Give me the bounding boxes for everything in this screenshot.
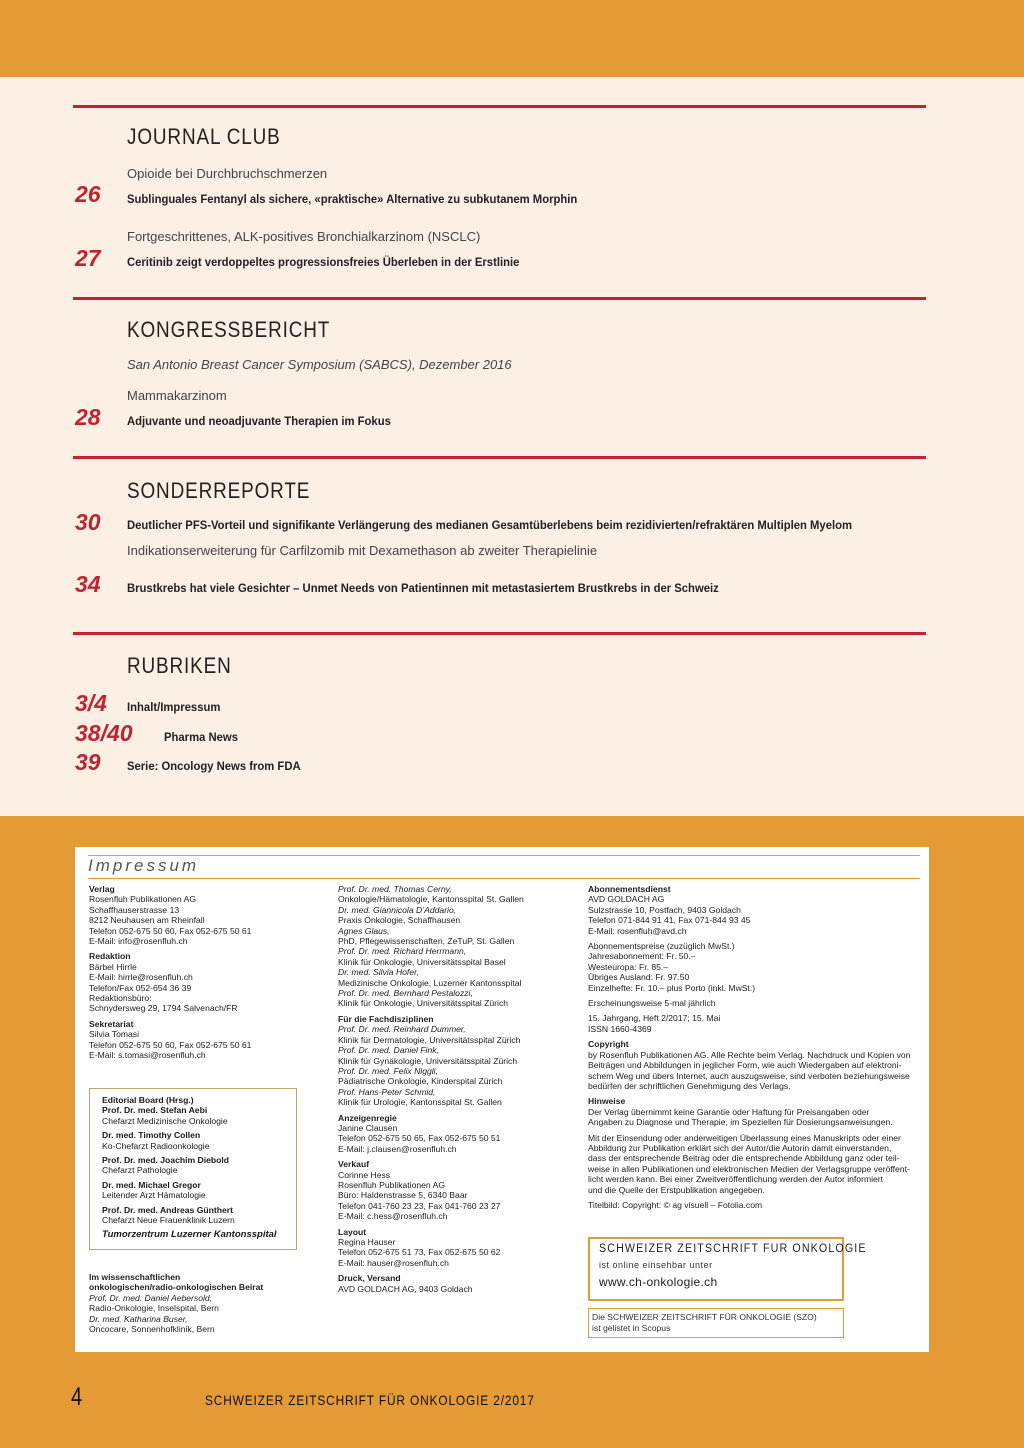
impressum-line: Chefarzt Neue Frauenklinik Luzern [102, 1215, 235, 1226]
section-heading-kongressbericht: KONGRESSBERICHT [127, 317, 331, 342]
impressum-line: Prof. Dr. med. Andreas Günthert [102, 1204, 233, 1215]
impressum-line: Ko-Chefarzt Radioonkologie [102, 1140, 210, 1151]
impressum-line: PhD, Pflegewissenschaften, ZeTuP, St. Gallen [338, 936, 515, 947]
impressum-line: E-Mail: hauser@rosenfluh.ch [338, 1257, 449, 1268]
impressum-line: Schaffhauserstrasse 13 [89, 904, 180, 915]
impressum-line: Prof. Hans-Peter Schmid, [338, 1086, 436, 1097]
impressum-line: Telefon 052-675 50 60, Fax 052-675 50 61 [89, 925, 252, 936]
toc-article-link[interactable]: Sublinguales Fentanyl als sichere, «praktische» Alternative zu subkutanem Morphin [127, 192, 578, 206]
impressum-line: E-Mail: c.hess@rosenfluh.ch [338, 1211, 448, 1222]
scopus-info-box [588, 1308, 844, 1338]
impressum-line: Abonnementsdienst [588, 884, 671, 894]
impressum-line: Verlag [89, 884, 115, 894]
impressum-line: Telefon/Fax 052-654 36 39 [89, 982, 192, 993]
impressum-line: E-Mail: info@rosenfluh.ch [89, 936, 188, 947]
impressum-line: licht werden kann. Bei einer Zweitveröffentlichung werden der Autor informiert [588, 1174, 884, 1185]
impressum-line: Prof. Dr. med. Felix Niggli, [338, 1065, 438, 1076]
impressum-line: Der Verlag übernimmt keine Garantie oder Haftung für Preisangaben oder [588, 1106, 870, 1117]
impressum-line: Prof. Dr. med. Reinhard Dummer, [338, 1024, 466, 1035]
impressum-rule-top [88, 855, 920, 856]
impressum-line: Hinweise [588, 1096, 626, 1107]
impressum-line: und die Quelle der Erstpublikation angegeben. [588, 1184, 765, 1195]
impressum-line: Telefon 052-675 50 65, Fax 052-675 50 51 [338, 1133, 501, 1144]
impressum-line: Klinik für Onkologie, Universitätsspital Basel [338, 956, 506, 967]
editorial-board-box [89, 1088, 297, 1250]
impressum-line: Prof. Dr. med. Joachim Diebold [102, 1155, 230, 1166]
impressum-line: Druck, Versand [338, 1273, 401, 1284]
page-number: 4 [71, 1383, 83, 1411]
impressum-line: Rosenfluh Publikationen AG [89, 894, 197, 905]
impressum-line: Für die Fachdisziplinen [338, 1013, 434, 1024]
impressum-line: Prof. Dr. med. Daniel Aebersold, [89, 1292, 213, 1303]
impressum-line: Im wissenschaftlichen [89, 1272, 181, 1282]
impressum-line: Dr. med. Giannicola D’Addario, [338, 904, 457, 915]
impressum-line: Oncocare, Sonnenhofklinik, Bern [89, 1324, 215, 1335]
impressum-line: Sekretariat [89, 1018, 134, 1029]
impressum-line: Klinik für Dermatologie, Universitätsspital Zürich [338, 1034, 521, 1045]
impressum-line: Prof. Dr. med. Stefan Aebi [102, 1105, 208, 1116]
impressum-line: schem Weg und übers Internet, auch auszugsweise, sind verboten beziehungsweise [588, 1070, 910, 1081]
impressum-line: Leitender Arzt Hämatologie [102, 1190, 206, 1201]
impressum-line: by Rosenfluh Publikationen AG. Alle Rechte beim Verlag. Nachdruck und Kopien von [588, 1049, 911, 1060]
impressum-column-advisors [338, 884, 524, 1294]
section-rule [73, 105, 926, 108]
section-heading-journal-club: JOURNAL CLUB [127, 124, 281, 149]
toc-page-number: 26 [75, 181, 101, 207]
impressum-line: 8212 Neuhausen am Rheinfall [89, 915, 205, 926]
toc-article-link[interactable]: Ceritinib zeigt verdoppeltes progressionsfreies Überleben in der Erstlinie [127, 255, 520, 269]
impressum-line: Rosenfluh Publikationen AG [338, 1179, 446, 1190]
section-rule [73, 297, 926, 300]
impressum-line: Prof. Dr. med. Daniel Fink, [338, 1045, 439, 1056]
section-rule [73, 456, 926, 459]
impressum-line: weise in allen Publikationen und elektronischen Medien der Verlagsgruppe veröffent- [588, 1163, 910, 1174]
impressum-line: Klinik für Onkologie, Universitätsspital Zürich [338, 998, 509, 1009]
impressum-line: Sulzstrasse 10, Postfach, 9403 Goldach [588, 904, 741, 915]
impressum-line: Anzeigenregie [338, 1112, 397, 1123]
impressum-line: Angaben zu Diagnose und Therapie, im Speziellen für Dosierungsanweisungen. [588, 1117, 893, 1128]
impressum-line: E-Mail: rosenfluh@avd.ch [588, 925, 687, 936]
toc-article-link[interactable]: Inhalt/Impressum [127, 700, 221, 714]
impressum-column-subscription [588, 884, 910, 1210]
impressum-line: Telefon 041-760 23 23, Fax 041-760 23 27 [338, 1200, 501, 1211]
toc-article-link[interactable]: Pharma News [164, 730, 238, 744]
impressum-line: AVD GOLDACH AG, 9403 Goldach [338, 1283, 473, 1294]
impressum-line: Beiträgen und Abbildungen in jeglicher Form, wie auch Wiedergaben auf elektroni- [588, 1060, 902, 1071]
scopus-line-1: Die SCHWEIZER ZEITSCHRIFT FÜR ONKOLOGIE (SZO) [592, 1312, 817, 1322]
impressum-line: Verkauf [338, 1159, 370, 1170]
impressum-line: E-Mail: hirrle@rosenfluh.ch [89, 972, 193, 983]
impressum-column-advisory [89, 1272, 263, 1334]
impressum-line: Pädiatrische Onkologie, Kinderspital Zürich [338, 1076, 503, 1087]
impressum-line: Prof. Dr. med. Thomas Cerny, [338, 884, 452, 894]
impressum-line: Onkologie/Hämatologie, Kantonsspital St. Gallen [338, 894, 524, 905]
toc-subtitle: Indikationserweiterung für Carfilzomib mit Dexamethason ab zweiter Therapielinie [127, 543, 598, 558]
impressum-line: Telefon 071-844 91 41, Fax 071-844 93 45 [588, 915, 751, 926]
toc-article-link[interactable]: Brustkrebs hat viele Gesichter – Unmet Needs von Patientinnen mit metastasiertem Brustkrebs in der Schweiz [127, 581, 719, 595]
impressum-line: dass der entsprechende Beitrag oder die entsprechende Abbildung ganz oder teil- [588, 1153, 900, 1164]
scopus-line-2: ist gelistet in Scopus [592, 1323, 671, 1333]
impressum-line: Schnydersweg 29, 1794 Salvenach/FR [89, 1003, 238, 1014]
journal-footer-title: SCHWEIZER ZEITSCHRIFT FÜR ONKOLOGIE 2/2017 [205, 1392, 535, 1408]
online-info-box [588, 1237, 867, 1301]
toc-event-line: San Antonio Breast Cancer Symposium (SABCS), Dezember 2016 [127, 357, 512, 372]
toc-article-link[interactable]: Adjuvante und neoadjuvante Therapien im Fokus [127, 414, 391, 428]
online-box-title: SCHWEIZER ZEITSCHRIFT FÜR ONKOLOGIE [599, 1243, 867, 1255]
impressum-line: Mit der Einsendung oder anderweitigen Überlassung eines Manuskripts oder einer [588, 1132, 901, 1143]
toc-page-number: 27 [75, 245, 101, 271]
section-heading-rubriken: RUBRIKEN [127, 653, 232, 678]
impressum-line: Regina Hauser [338, 1237, 396, 1247]
impressum-line: Bärbel Hirrle [89, 961, 137, 972]
impressum-line: Klinik für Urologie, Kantonsspital St. Gallen [338, 1097, 502, 1108]
toc-subtitle: Mammakarzinom [127, 388, 227, 403]
impressum-line: Dr. med. Michael Gregor [102, 1179, 201, 1190]
impressum-line: Chefarzt Pathologie [102, 1165, 178, 1176]
impressum-line: Medizinische Onkologie, Luzerner Kantonsspital [338, 977, 522, 988]
impressum-line: Praxis Onkologie, Schaffhausen [338, 915, 461, 926]
section-rule [73, 632, 926, 635]
toc-subtitle: Opioide bei Durchbruchschmerzen [127, 166, 328, 181]
impressum-line: Tumorzentrum Luzerner Kantonsspital [102, 1229, 277, 1241]
impressum-line: Silvia Tomasi [89, 1029, 139, 1040]
impressum-line: Telefon 052-675 51 73, Fax 052-675 50 62 [338, 1247, 501, 1258]
impressum-line: Dr. med. Katharina Buser, [89, 1313, 188, 1324]
impressum-line: E-Mail: j.clausen@rosenfluh.ch [338, 1143, 457, 1154]
impressum-line: Dr. med. Timothy Collen [102, 1130, 201, 1141]
toc-page-number: 30 [75, 509, 101, 535]
impressum-line: Erscheinungsweise 5-mal jährlich [588, 998, 716, 1009]
impressum-line: Chefarzt Medizinische Onkologie [102, 1115, 228, 1126]
toc-page-number: 39 [75, 749, 101, 775]
impressum-line: Übriges Ausland: Fr. 97.50 [588, 972, 690, 983]
impressum-line: Titelbild: Copyright: © ag visuell – Fotolia.com [588, 1199, 763, 1210]
impressum-line: ISSN 1660-4369 [588, 1023, 652, 1034]
impressum-line: Janine Clausen [338, 1122, 398, 1133]
toc-page-number: 34 [75, 571, 101, 597]
toc-page-number: 38/40 [75, 720, 133, 746]
toc-subtitle: Fortgeschrittenes, ALK-positives Bronchialkarzinom (NSCLC) [127, 229, 481, 244]
impressum-line: AVD GOLDACH AG [588, 894, 665, 905]
online-box-line: ist online einsehbar unter [599, 1260, 713, 1270]
impressum-line: Agnes Glaus, [338, 925, 390, 936]
impressum-line: Redaktionsbüro: [89, 993, 152, 1004]
impressum-line: onkologischen/radio-onkologischen Beirat [89, 1282, 264, 1293]
impressum-column-publisher [89, 884, 251, 1061]
impressum-line: Abbildung zur Publikation erklärt sich der Autor/die Autorin damit einverstanden, [588, 1142, 892, 1153]
toc-page-number: 3/4 [75, 690, 107, 716]
impressum-line: Klinik für Gynäkologie, Universitätsspital Zürich [338, 1055, 518, 1066]
impressum-line: Einzelhefte: Fr. 10.– plus Porto (inkl. MwSt.) [588, 982, 756, 993]
impressum-heading: Impressum [88, 856, 200, 875]
impressum-line: Dr. med. Silvia Hofer, [338, 967, 419, 978]
impressum-line: Editorial Board (Hrsg.) [102, 1095, 194, 1105]
impressum-line: bedürfen der schriftlichen Genehmigung des Verlags. [588, 1080, 791, 1091]
impressum-line: Prof. Dr. med. Bernhard Pestalozzi, [338, 988, 473, 999]
toc-page-number: 28 [75, 404, 101, 430]
impressum-line: Redaktion [89, 951, 131, 962]
website-link[interactable]: www.ch-onkologie.ch [599, 1275, 718, 1289]
impressum-line: Corinne Hess [338, 1169, 391, 1180]
impressum-line: Layout [338, 1226, 367, 1237]
impressum-line: Abonnementspreise (zuzüglich MwSt.) [588, 941, 735, 952]
impressum-line: Radio-Onkologie, Inselspital, Bern [89, 1303, 219, 1314]
impressum-line: Prof. Dr. med. Richard Herrmann, [338, 946, 467, 957]
impressum-rule-bottom [88, 878, 920, 879]
impressum-line: Westeuropa: Fr. 85.– [588, 961, 669, 972]
impressum-line: 15. Jahrgang, Heft 2/2017; 15. Mai [588, 1013, 721, 1024]
impressum-line: Telefon 052-675 50 60, Fax 052-675 50 61 [89, 1039, 252, 1050]
impressum-line: Büro: Haldenstrasse 5, 6340 Baar [338, 1190, 468, 1201]
toc-article-link[interactable]: Deutlicher PFS-Vorteil und signifikante Verlängerung des medianen Gesamtüberlebens beim rezidivierten/refraktären Multiplen Myelom [127, 518, 853, 532]
toc-article-link[interactable]: Serie: Oncology News from FDA [127, 759, 301, 773]
impressum-line: Jahresabonnement: Fr. 50.– [588, 951, 696, 962]
impressum-line: Copyright [588, 1039, 629, 1050]
impressum-line: E-Mail: s.tomasi@rosenfluh.ch [89, 1050, 206, 1061]
section-heading-sonderreporte: SONDERREPORTE [127, 478, 311, 503]
